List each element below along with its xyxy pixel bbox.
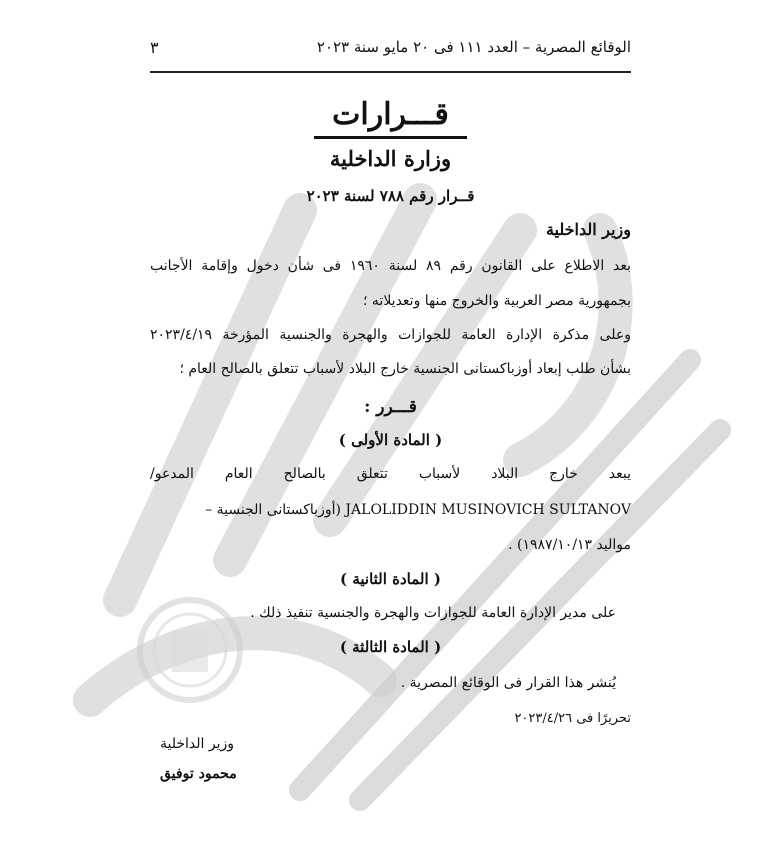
preamble-line-2: بجمهورية مصر العربية والخروج منها وتعديلاته ؛ bbox=[363, 293, 631, 309]
article-3-title: ( المادة الثالثة ) bbox=[339, 638, 442, 656]
signatory-name: محمود توفيق bbox=[160, 766, 237, 782]
article-2-title: ( المادة الثانية ) bbox=[340, 570, 441, 588]
signatory-title: وزير الداخلية bbox=[160, 736, 235, 752]
preamble-line-1: بعد الاطلاع على القانون رقم ٨٩ لسنة ١٩٦٠ فى شأن دخول وإقامة الأجانب bbox=[150, 258, 631, 274]
article-1-line-3: مواليد ١٩٨٧/١٠/١٣) . bbox=[508, 537, 631, 553]
header-divider bbox=[150, 71, 631, 73]
nationality-text: (أوزباكستانى الجنسية – bbox=[205, 502, 341, 518]
preamble-line-3: وعلى مذكرة الإدارة العامة للجوازات والهجرة والجنسية المؤرخة ٢٠٢٣/٤/١٩ bbox=[150, 327, 631, 343]
preamble-line-4: بشأن طلب إبعاد أوزباكستانى الجنسية خارج البلاد لأسباب تتعلق بالصالح العام ؛ bbox=[179, 361, 631, 377]
issuer-title: وزير الداخلية bbox=[545, 220, 631, 239]
article-1-line-1: يبعد خارج البلاد لأسباب تتعلق بالصالح العام المدعو/ bbox=[150, 466, 631, 482]
article-1-line-2 bbox=[150, 502, 631, 518]
article-1-title: ( المادة الأولى ) bbox=[338, 431, 443, 449]
article-3-text: يُنشر هذا القرار فى الوقائع المصرية . bbox=[400, 675, 616, 691]
section-title bbox=[150, 96, 631, 139]
decided-heading: قـــرر : bbox=[364, 397, 417, 417]
decree-number: قــرار رقم ٧٨٨ لسنة ٢٠٢٣ bbox=[306, 187, 475, 205]
ministry-heading: وزارة الداخلية bbox=[329, 146, 452, 171]
article-2-text: على مدير الإدارة العامة للجوازات والهجرة والجنسية تنفيذ ذلك . bbox=[250, 605, 616, 621]
page-number: ٣ bbox=[150, 38, 159, 57]
person-name-latin: JALOLIDDIN MUSINOVICH SULTANOV bbox=[345, 502, 631, 518]
issue-date: تحريرًا فى ٢٠٢٣/٤/٢٦ bbox=[514, 711, 631, 726]
gazette-issue-title: الوقائع المصرية – العدد ١١١ فى ٢٠ مايو سنة ٢٠٢٣ bbox=[316, 38, 631, 56]
decisions-heading: قـــرارات bbox=[314, 96, 467, 139]
